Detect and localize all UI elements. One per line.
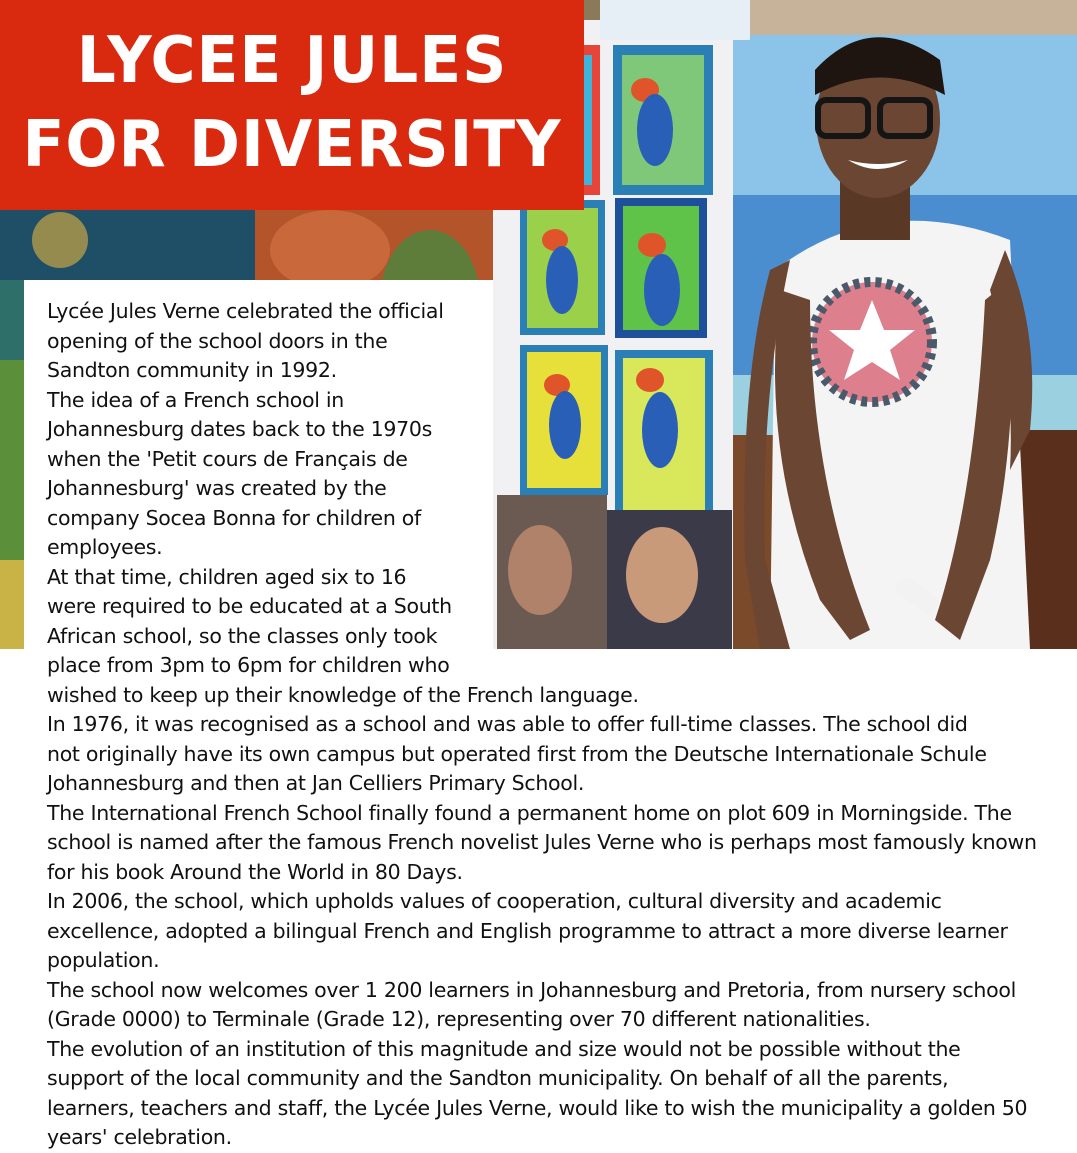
article-line: opening of the school doors in the <box>47 328 388 353</box>
article-line: Johannesburg dates back to the 1970s <box>47 417 432 441</box>
article-line: Johannesburg and then at Jan Celliers Primary School. <box>47 771 585 795</box>
article-line: company Socea Bonna for children of <box>47 505 421 530</box>
article-line: (Grade 0000) to Terminale (Grade 12), representing over 70 different nationalities. <box>47 1007 871 1031</box>
article-body <box>47 297 1037 1153</box>
article-line: were required to be educated at a South <box>47 594 452 618</box>
article-line: employees. <box>47 535 163 559</box>
article-line: The evolution of an institution of this magnitude and size would not be possible without the <box>47 1036 961 1061</box>
article-line: At that time, children aged six to 16 <box>47 564 407 589</box>
article-line: The school now welcomes over 1 200 learners in Johannesburg and Pretoria, from nursery school <box>47 977 1017 1002</box>
article-line: years' celebration. <box>47 1125 232 1149</box>
article-line: not originally have its own campus but operated first from the Deutsche Internationale Schule <box>47 741 987 766</box>
article-line: wished to keep up their knowledge of the French language. <box>47 682 639 707</box>
article-line: population. <box>47 948 160 972</box>
article-line: Johannesburg' was created by the <box>47 476 387 500</box>
article-line: African school, so the classes only took <box>47 623 438 648</box>
article-line: excellence, adopted a bilingual French and English programme to attract a more diverse learner <box>47 918 1008 943</box>
article-line: learners, teachers and staff, the Lycée Jules Verne, would like to wish the municipality a golden 50 <box>47 1095 1028 1120</box>
article-line: when the 'Petit cours de Français de <box>47 446 408 471</box>
article-line: Lycée Jules Verne celebrated the official <box>47 299 444 323</box>
article-line: place from 3pm to 6pm for children who <box>47 653 450 677</box>
article-line: In 2006, the school, which upholds values of cooperation, cultural diversity and academic <box>47 889 942 913</box>
article-line: The International French School finally found a permanent home on plot 609 in Morningside. The <box>47 800 1012 825</box>
title-line-1: LYCEE JULES <box>76 24 508 98</box>
article-line: Sandton community in 1992. <box>47 358 337 382</box>
title-line-2: FOR DIVERSITY <box>22 108 562 182</box>
article-line: In 1976, it was recognised as a school and was able to offer full-time classes. The school did <box>47 712 968 736</box>
article-line: support of the local community and the Sandton municipality. On behalf of all the parents, <box>47 1066 949 1090</box>
article-line: The idea of a French school in <box>47 387 344 412</box>
article-line: for his book Around the World in 80 Days. <box>47 859 463 884</box>
title-banner <box>0 0 584 210</box>
article-line: school is named after the famous French novelist Jules Verne who is perhaps most famously known <box>47 830 1037 854</box>
